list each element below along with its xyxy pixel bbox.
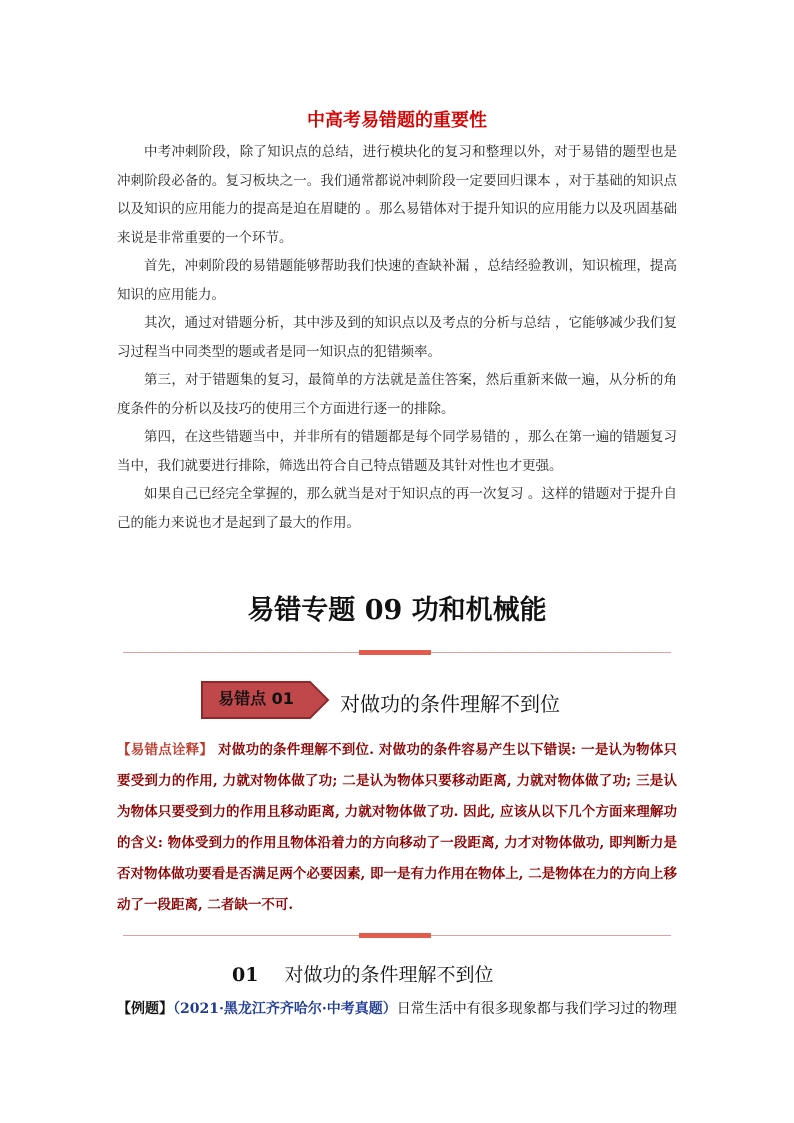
section-heading (232, 960, 493, 987)
example-source: 2021·黑龙江齐齐哈尔·中考真题 (180, 1001, 383, 1017)
intro-paragraph: 第四，在这些错题当中，并非所有的错题都是每个同学易错的 ，那么在第一遍的错题复习当中，我们就要进行排除，筛选出符合自己特点错题及其针对性也才更强。 (117, 429, 677, 474)
explanation-tag: 【易错点诠释】 (117, 742, 214, 758)
page-title: 中高考易错题的重要性 (307, 110, 487, 131)
divider-accent (359, 650, 431, 655)
intro-paragraph: 第三，对于错题集的复习，最简单的方法就是盖住答案，然后重新来做一遍，从分析的角度条件的分析以及技巧的使用三个方面进行逐一的排除。 (117, 372, 677, 417)
section-number: 01 (232, 964, 259, 986)
intro-section (117, 138, 677, 537)
divider-bottom (123, 935, 671, 936)
divider-accent (359, 933, 431, 938)
error-explanation (117, 735, 677, 921)
intro-paragraph: 其次，通过对错题分析，其中涉及到的知识点以及考点的分析与总结 ，它能够减少我们复习过程当中同类型的题或者是同一知识点的犯错频率。 (117, 315, 677, 360)
explanation-body: 对做功的条件理解不到位. 对做功的条件容易产生以下错误: 一是认为物体只要受到力的作用, 力就对物体做了功; 二是认为物体只要移动距离, 力就对物体做了功; 三是认为物体只要受到力的作用且移动距离, 力就对物体做了功. 因此, 应该从以下几个方面来理解功的含义: 物体受到力的作用且物体沿着力的方向移动了一段距离, 力才对物体做功, 即判断力是否对物体做功要看是否满足两个必要因素, 即一是有力作用在物体上, 二是物体在力的方向上移动了一段距离, 二者缺一不可. (117, 742, 678, 913)
example-source-open: （ (173, 1001, 180, 1017)
section-title: 对做功的条件理解不到位 (284, 964, 494, 986)
badge-label: 易错点 01 (218, 689, 294, 708)
example-source-close: ） (382, 1001, 397, 1017)
error-point-heading: 对做功的条件理解不到位 (340, 692, 560, 716)
example-line (117, 998, 677, 1018)
divider-top (123, 652, 671, 653)
intro-paragraph: 中考冲刺阶段，除了知识点的总结，进行模块化的复习和整理以外，对于易错的题型也是冲刺阶段必备的。复习板块之一。我们通常都说冲刺阶段一定要回归课本 ，对于基础的知识点以及知识的应用能力的提高是迫在眉睫的 。那么易错体对于提升知识的应用能力以及巩固基础来说是非常重要的一个环节。 (117, 144, 677, 246)
intro-paragraph: 如果自己已经完全掌握的，那么就当是对于知识点的再一次复习 。这样的错题对于提升自己的能力来说也才是起到了最大的作用。 (117, 486, 677, 531)
example-label: 【例题】 (117, 1001, 173, 1017)
example-text: 日常生活中有很多现象都与我们学习过的物理 (396, 1001, 677, 1017)
topic-title: 易错专题 09 功和机械能 (247, 595, 547, 626)
intro-paragraph: 首先，冲刺阶段的易错题能够帮助我们快速的查缺补漏 ，总结经验教训，知识梳理，提高知识的应用能力。 (117, 258, 677, 303)
